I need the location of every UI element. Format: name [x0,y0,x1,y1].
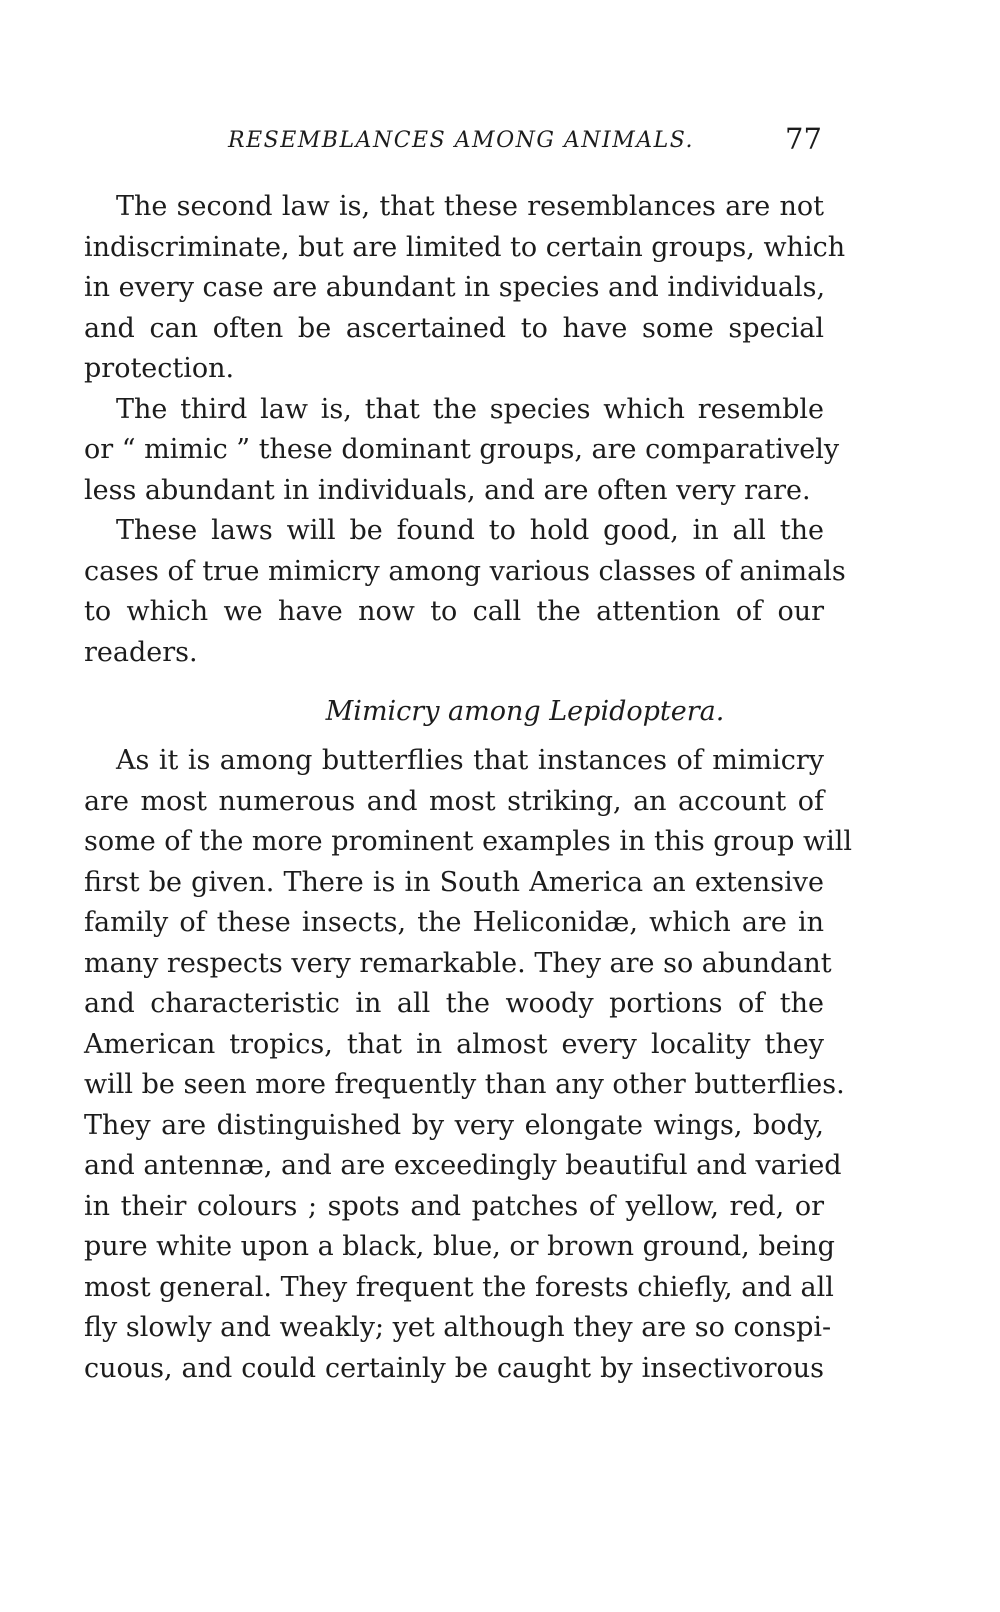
paragraph-second-law [84,187,846,390]
paragraph-lepidoptera [84,741,852,1389]
text-line: indiscriminate, but are limited to certain groups, which [84,231,846,263]
text-line: cases of true mimicry among various classes of animals [84,555,846,587]
section-heading: Mimicry among Lepidoptera. [325,696,725,727]
running-title: RESEMBLANCES AMONG ANIMALS. [228,128,695,153]
text-line: American tropics, that in almost every locality they [84,1028,824,1060]
paragraph-third-law [84,390,840,512]
paragraph-laws-hold [84,511,846,673]
text-line: These laws will be found to hold good, in all the [116,515,824,546]
text-line: and characteristic in all the woody portions of the [84,988,824,1019]
page-number: 77 [785,122,822,156]
text-line: will be seen more frequently than any other butterflies. [84,1069,845,1100]
text-line: They are distinguished by very elongate wings, body, [84,1109,824,1141]
text-line: As it is among butterflies that instances of mimicry [116,745,824,776]
text-line: The third law is, that the species which resemble [116,393,824,425]
text-line: less abundant in individuals, and are often very rare. [84,474,811,506]
text-line: many respects very remarkable. They are so abundant [84,947,832,979]
text-line: or “ mimic ” these dominant groups, are comparatively [84,434,840,465]
text-line: in every case are abundant in species and individuals, [84,272,826,303]
text-line: fly slowly and weakly; yet although they are so conspi- [84,1312,832,1343]
text-line: most general. They frequent the forests chiefly, and all [84,1271,834,1303]
text-line: to which we have now to call the attention of our [84,596,824,627]
text-line: and antennæ, and are exceedingly beautiful and varied [84,1150,842,1181]
text-line: The second law is, that these resemblances are not [116,191,824,222]
body-text-lower [84,741,852,1389]
text-line: and can often be ascertained to have some special [84,312,824,344]
text-line: in their colours ; spots and patches of yellow, red, or [84,1190,824,1222]
text-line: readers. [84,636,198,668]
text-line: pure white upon a black, blue, or brown ground, being [84,1231,835,1262]
text-line: some of the more prominent examples in this group will [84,826,852,857]
text-line: first be given. There is in South America an extensive [84,866,824,898]
text-line: are most numerous and most striking, an account of [84,785,824,817]
body-text-upper [84,187,846,673]
text-line: cuous, and could certainly be caught by insectivorous [84,1352,824,1384]
text-line: protection. [84,353,235,384]
text-line: family of these insects, the Heliconidæ, which are in [84,907,824,938]
